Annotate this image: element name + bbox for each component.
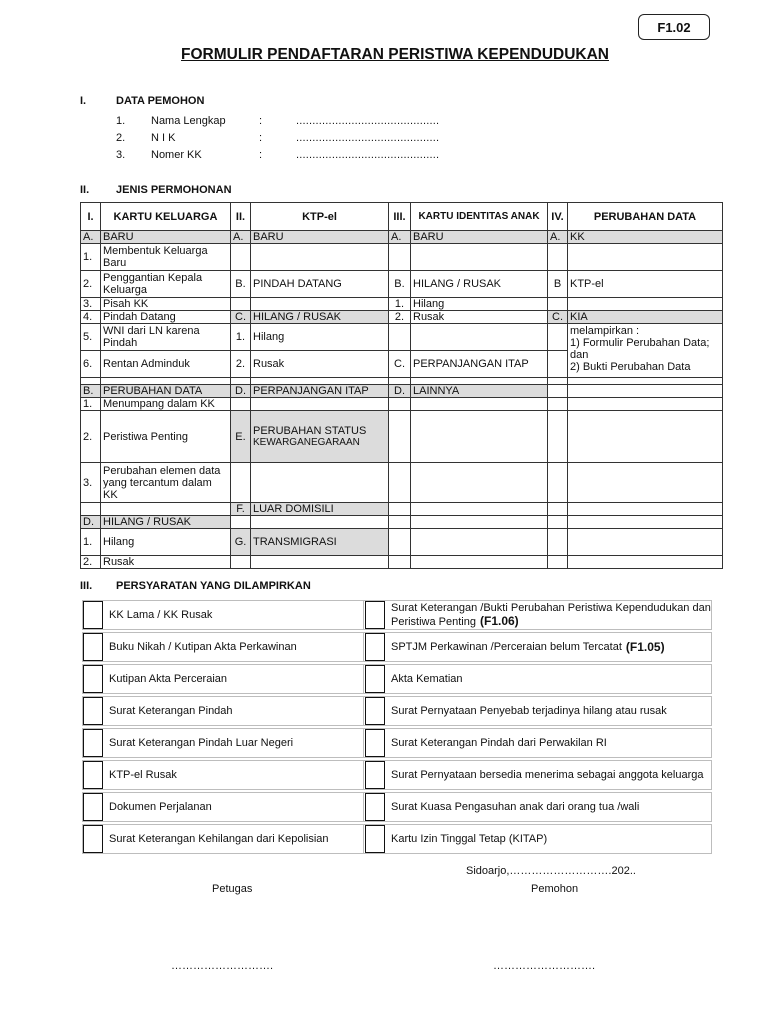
requirement-row — [82, 824, 712, 854]
table-row — [81, 324, 723, 351]
table-cell: D. — [231, 385, 251, 398]
table-row — [81, 411, 723, 463]
table-cell: Rusak — [411, 311, 548, 324]
table-cell[interactable] — [548, 411, 568, 463]
attachment-note: melampirkan : — [570, 325, 640, 337]
table-cell: WNI dari LN karena Pindah — [101, 324, 231, 351]
table-cell[interactable] — [568, 398, 723, 411]
header-cell: KARTU IDENTITAS ANAK — [411, 203, 548, 231]
table-cell: Penggantian Kepala Keluarga — [101, 271, 231, 298]
table-row — [81, 378, 723, 385]
table-cell[interactable] — [548, 324, 568, 351]
requirement-label: Buku Nikah / Kutipan Akta Perkawinan — [109, 640, 297, 653]
table-cell[interactable] — [231, 244, 251, 271]
field-label-nik: N I K — [151, 132, 176, 144]
table-cell: HILANG / RUSAK — [251, 311, 389, 324]
table-cell: HILANG / RUSAK — [411, 271, 548, 298]
header-cell: KTP-el — [251, 203, 389, 231]
table-row — [81, 463, 723, 503]
table-cell: 2. — [81, 411, 101, 463]
table-cell: PERPANJANGAN ITAP — [251, 385, 389, 398]
checkbox-ktp-rusak[interactable] — [83, 761, 103, 789]
field-num: 1. — [116, 115, 126, 127]
table-cell[interactable] — [548, 385, 568, 398]
requirement-row — [82, 696, 712, 726]
header-cell: KARTU KELUARGA — [101, 203, 231, 231]
field-colon: : — [259, 115, 263, 127]
table-cell: LAINNYA — [411, 385, 548, 398]
table-cell: C. — [389, 351, 411, 378]
requirement-label: Surat Pernyataan bersedia menerima sebagai anggota keluarga — [391, 768, 704, 781]
checkbox-surat-kuasa[interactable] — [365, 793, 385, 821]
field-nomer-kk-input[interactable]: ............................................ — [296, 149, 440, 161]
jenis-permohonan-table — [80, 202, 723, 569]
field-colon: : — [259, 132, 263, 144]
section1-number: I. — [80, 95, 87, 107]
field-num: 2. — [116, 132, 126, 144]
petugas-signature-line[interactable]: ………………………. — [171, 960, 274, 972]
table-cell: LUAR DOMISILI — [251, 503, 389, 516]
table-cell[interactable] — [251, 244, 389, 271]
requirement-label: Akta Kematian — [391, 672, 463, 685]
table-cell[interactable] — [568, 298, 723, 311]
table-cell: 1. — [389, 298, 411, 311]
section2-number: II. — [80, 184, 90, 196]
table-cell: BARU — [251, 231, 389, 244]
requirement-row — [82, 760, 712, 790]
table-cell — [251, 411, 389, 463]
table-cell: D. — [389, 385, 411, 398]
table-cell[interactable] — [568, 411, 723, 463]
section2-title: JENIS PERMOHONAN — [116, 184, 232, 196]
requirement-row — [82, 600, 712, 630]
table-cell[interactable] — [411, 411, 548, 463]
checkbox-dokumen-perjalanan[interactable] — [83, 793, 103, 821]
table-cell: PERUBAHAN DATA — [101, 385, 231, 398]
checkbox-kitap[interactable] — [365, 825, 385, 853]
pemohon-label: Pemohon — [531, 883, 579, 895]
table-cell: KIA — [568, 311, 723, 324]
table-cell[interactable] — [389, 324, 411, 351]
table-cell: PERPANJANGAN ITAP — [411, 351, 548, 378]
table-cell[interactable] — [548, 463, 568, 503]
checkbox-pindah-luar-negeri[interactable] — [83, 729, 103, 757]
field-label-nomer-kk: Nomer KK — [151, 149, 202, 161]
requirement-label: Surat Keterangan Pindah — [109, 704, 233, 717]
table-cell: Peristiwa Penting — [101, 411, 231, 463]
table-cell: 2. — [81, 556, 101, 569]
table-cell: PINDAH DATANG — [251, 271, 389, 298]
table-cell: Hilang — [411, 298, 548, 311]
requirement-text: SPTJM Perkawinan /Perceraian belum Tercatat — [391, 640, 622, 653]
table-cell: 1. — [231, 324, 251, 351]
table-cell: 5. — [81, 324, 101, 351]
requirement-row — [82, 632, 712, 662]
table-cell: Pindah Datang — [101, 311, 231, 324]
requirement-row — [82, 664, 712, 694]
requirement-label: Surat Kuasa Pengasuhan anak dari orang tua /wali — [391, 800, 640, 813]
checkbox-pindah-perwakilan-ri[interactable] — [365, 729, 385, 757]
table-cell: D. — [81, 516, 101, 529]
attachment-note-cell — [568, 324, 723, 378]
table-cell: Hilang — [101, 529, 231, 556]
field-nama-input[interactable]: ............................................ — [296, 115, 440, 127]
table-cell: A. — [81, 231, 101, 244]
requirement-row — [82, 728, 712, 758]
field-label-nama: Nama Lengkap — [151, 115, 226, 127]
table-cell: Rusak — [251, 351, 389, 378]
pemohon-signature-line[interactable]: ………………………. — [493, 960, 596, 972]
checkbox-surat-keterangan-bukti[interactable] — [365, 601, 385, 629]
table-cell[interactable] — [251, 463, 389, 503]
table-cell: C. — [231, 311, 251, 324]
table-row — [81, 503, 723, 516]
checkbox-sptjm[interactable] — [365, 633, 385, 661]
table-cell: Perubahan elemen data yang tercantum dalam KK — [101, 463, 231, 503]
attachment-item: 2) Bukti Perubahan Data — [570, 361, 691, 373]
table-cell: G. — [231, 529, 251, 556]
table-cell: Rusak — [101, 556, 231, 569]
table-cell[interactable] — [548, 244, 568, 271]
section3-title: PERSYARATAN YANG DILAMPIRKAN — [116, 580, 311, 592]
table-cell: 3. — [81, 298, 101, 311]
form-title: FORMULIR PENDAFTARAN PERISTIWA KEPENDUDUKAN — [181, 46, 609, 63]
table-cell[interactable] — [568, 244, 723, 271]
form-code: F1.02 — [657, 19, 691, 35]
requirement-label: Surat Keterangan Pindah dari Perwakilan RI — [391, 736, 607, 749]
table-cell: A. — [231, 231, 251, 244]
checkbox-surat-pernyataan-hilang[interactable] — [365, 697, 385, 725]
table-cell: Hilang — [251, 324, 389, 351]
table-cell: 1. — [81, 244, 101, 271]
form-code-f106: (F1.06) — [480, 614, 519, 628]
table-cell: A. — [389, 231, 411, 244]
checkbox-kehilangan-kepolisian[interactable] — [83, 825, 103, 853]
table-cell: C. — [548, 311, 568, 324]
requirement-label: Surat Keterangan Kehilangan dari Kepolisian — [109, 832, 329, 845]
table-cell[interactable] — [389, 411, 411, 463]
table-cell[interactable] — [411, 324, 548, 351]
table-row — [81, 556, 723, 569]
table-cell: B. — [389, 271, 411, 298]
table-cell: BARU — [101, 231, 231, 244]
table-cell: B. — [81, 385, 101, 398]
table-cell[interactable] — [568, 385, 723, 398]
table-cell[interactable] — [231, 298, 251, 311]
table-cell[interactable] — [251, 298, 389, 311]
status-label: PERUBAHAN STATUS — [253, 424, 367, 437]
table-cell: B — [548, 271, 568, 298]
petugas-label: Petugas — [212, 883, 253, 895]
table-cell: 2. — [389, 311, 411, 324]
table-cell[interactable] — [389, 463, 411, 503]
table-row — [81, 529, 723, 556]
table-cell: Pisah KK — [101, 298, 231, 311]
table-cell: A. — [548, 231, 568, 244]
table-row — [81, 385, 723, 398]
table-cell[interactable] — [411, 398, 548, 411]
form-code-f105: (F1.05) — [625, 639, 665, 654]
table-cell: 6. — [81, 351, 101, 378]
table-cell: F. — [231, 503, 251, 516]
table-cell: E. — [231, 411, 251, 463]
table-cell: 1. — [81, 529, 101, 556]
header-cell: IV. — [548, 203, 568, 231]
header-cell: PERUBAHAN DATA — [568, 203, 723, 231]
field-colon: : — [259, 149, 263, 161]
checkbox-pernyataan-anggota-keluarga[interactable] — [365, 761, 385, 789]
table-cell: BARU — [411, 231, 548, 244]
table-cell[interactable] — [389, 398, 411, 411]
table-cell[interactable] — [548, 298, 568, 311]
kewarganegaraan-label: KEWARGANEGARAAN — [253, 436, 360, 448]
requirement-label: Kartu Izin Tinggal Tetap (KITAP) — [391, 832, 548, 845]
requirement-label: Surat Pernyataan Penyebab terjadinya hilang atau rusak — [391, 704, 667, 717]
requirement-row — [82, 792, 712, 822]
header-cell: II. — [231, 203, 251, 231]
checkbox-akta-kematian[interactable] — [365, 665, 385, 693]
requirement-label: Dokumen Perjalanan — [109, 800, 212, 813]
requirement-label: Kutipan Akta Perceraian — [109, 672, 228, 685]
field-num: 3. — [116, 149, 126, 161]
checkbox-akta-perceraian[interactable] — [83, 665, 103, 693]
attachment-item: 1) Formulir Perubahan Data; dan — [570, 337, 710, 361]
table-cell[interactable] — [548, 398, 568, 411]
field-nik-input[interactable]: ............................................ — [296, 132, 440, 144]
requirement-label — [391, 601, 711, 630]
requirement-text: Surat Keterangan /Bukti Perubahan Peristiwa Kependudukan dan Peristiwa Penting — [391, 602, 711, 628]
table-header-row — [81, 203, 723, 231]
section1-title: DATA PEMOHON — [116, 95, 205, 107]
table-cell[interactable] — [568, 463, 723, 503]
form-code-box — [638, 14, 710, 40]
checkbox-surat-pindah[interactable] — [83, 697, 103, 725]
table-row — [81, 516, 723, 529]
table-cell[interactable] — [411, 244, 548, 271]
table-cell[interactable] — [231, 398, 251, 411]
table-cell: Membentuk Keluarga Baru — [101, 244, 231, 271]
table-row — [81, 231, 723, 244]
table-cell: KK — [568, 231, 723, 244]
table-row — [81, 271, 723, 298]
table-cell: HILANG / RUSAK — [101, 516, 231, 529]
section3-number: III. — [80, 580, 93, 592]
header-cell: III. — [389, 203, 411, 231]
table-row — [81, 244, 723, 271]
table-cell: 3. — [81, 463, 101, 503]
table-cell: 2. — [231, 351, 251, 378]
requirement-label: KK Lama / KK Rusak — [109, 608, 213, 621]
table-cell[interactable] — [231, 463, 251, 503]
table-row — [81, 311, 723, 324]
table-row — [81, 398, 723, 411]
requirement-label: Surat Keterangan Pindah Luar Negeri — [109, 736, 294, 749]
checkbox-buku-nikah[interactable] — [83, 633, 103, 661]
requirement-label — [391, 633, 665, 661]
table-cell: KTP-el — [568, 271, 723, 298]
header-cell: I. — [81, 203, 101, 231]
table-cell[interactable] — [548, 351, 568, 378]
table-cell: Menumpang dalam KK — [101, 398, 231, 411]
table-cell: 4. — [81, 311, 101, 324]
table-cell: 2. — [81, 271, 101, 298]
table-cell: Rentan Adminduk — [101, 351, 231, 378]
checkbox-kk-lama[interactable] — [83, 601, 103, 629]
table-cell[interactable] — [411, 463, 548, 503]
table-cell[interactable] — [251, 398, 389, 411]
place-date[interactable]: Sidoarjo,……………………….202.. — [466, 865, 636, 877]
requirement-label: KTP-el Rusak — [109, 768, 177, 781]
table-cell: 1. — [81, 398, 101, 411]
table-row — [81, 298, 723, 311]
table-cell: TRANSMIGRASI — [251, 529, 389, 556]
table-cell: B. — [231, 271, 251, 298]
table-cell[interactable] — [389, 244, 411, 271]
